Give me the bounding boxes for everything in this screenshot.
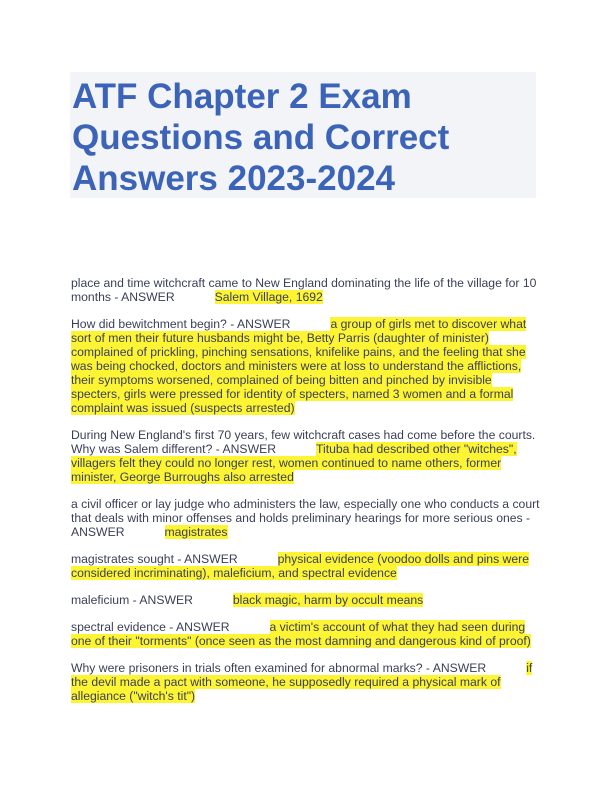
- qa-item: [71, 428, 541, 484]
- title-box: [70, 72, 536, 198]
- answer-text: Salem Village, 1692: [214, 290, 323, 304]
- answer-text: if the devil made a pact with someone, he supposedly required a physical mark of allegiance ("witch's tit"): [71, 661, 533, 703]
- qa-list: [71, 276, 541, 716]
- qa-item: [71, 552, 541, 580]
- question-text: How did bewitchment begin? - ANSWER: [71, 317, 291, 331]
- answer-text: a victim's account of what they had seen during one of their "torments" (once seen as the most damning and dangerous kind of proof): [71, 620, 531, 648]
- qa-item: [71, 276, 541, 304]
- qa-item: [71, 620, 541, 648]
- question-text: a civil officer or lay judge who administers the law, especially one who conducts a court that deals with minor offenses and holds preliminary hearings for more serious ones - ANSWER: [71, 497, 540, 539]
- answer-text: Tituba had described other "witches", villagers felt they could no longer rest, women continued to name others, former minister, George Burroughs also arrested: [71, 442, 517, 484]
- question-text: During New England's first 70 years, few witchcraft cases had come before the courts. Why was Salem different? - ANSWER: [71, 428, 536, 456]
- answer-text: magistrates: [164, 525, 228, 539]
- qa-item: [71, 317, 541, 415]
- qa-item: [71, 593, 541, 607]
- answer-text: black magic, harm by occult means: [232, 593, 424, 607]
- document-title: ATF Chapter 2 Exam Questions and Correct Answers 2023-2024: [72, 77, 450, 198]
- answer-text: a group of girls met to discover what sort of men their future husbands might be, Betty Parris (daughter of minister) complained of prickling, pinching sensations, knifelike pains, and the feeling that she was being chocked, doctors and ministers were at loss to understand the afflictions, their symptoms worsened, complained of being bitten and pinched by invisible specters, girls were pressed for identity of specters, named 3 women and a formal complaint was issued (suspects arrested): [71, 317, 527, 415]
- question-text: spectral evidence - ANSWER: [71, 620, 230, 634]
- qa-item: [71, 661, 541, 703]
- question-text: magistrates sought - ANSWER: [71, 552, 238, 566]
- qa-item: [71, 497, 541, 539]
- answer-text: physical evidence (voodoo dolls and pins were considered incriminating), maleficium, and spectral evidence: [71, 552, 529, 580]
- question-text: Why were prisoners in trials often examined for abnormal marks? - ANSWER: [71, 661, 487, 675]
- question-text: place and time witchcraft came to New England dominating the life of the village for 10 months - ANSWER: [71, 276, 537, 304]
- question-text: maleficium - ANSWER: [71, 593, 193, 607]
